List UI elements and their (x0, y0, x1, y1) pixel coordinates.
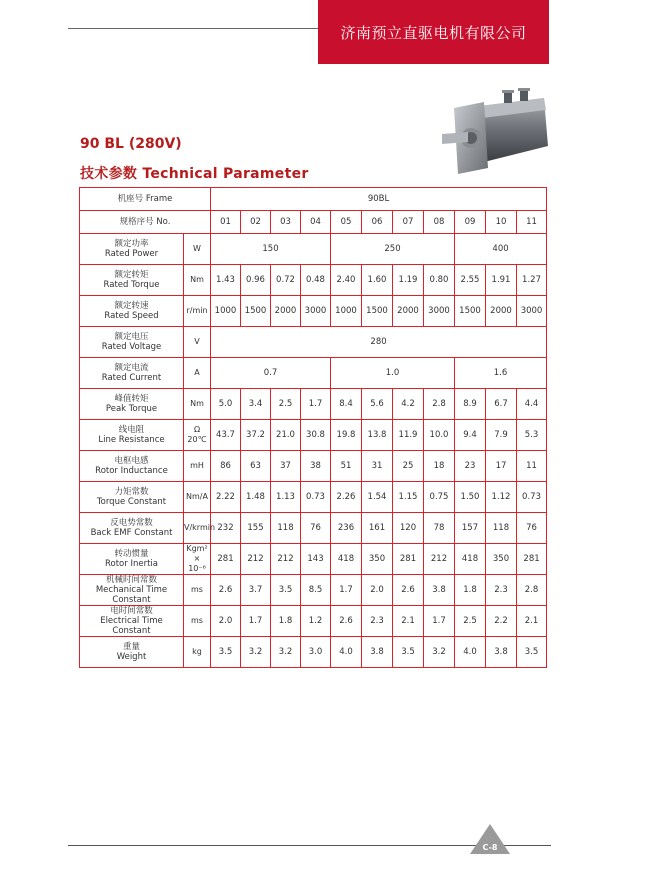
param-value: 38 (301, 451, 331, 482)
param-value: 1.13 (271, 482, 301, 513)
spec-no-cell: 02 (241, 211, 271, 234)
param-value: 11 (517, 451, 547, 482)
param-value: 1500 (362, 296, 393, 327)
param-value: 1000 (211, 296, 241, 327)
param-value: 118 (271, 513, 301, 544)
param-label (80, 358, 184, 389)
param-group-value: 0.7 (211, 358, 331, 389)
param-value: 3.5 (517, 637, 547, 668)
param-value: 0.73 (517, 482, 547, 513)
param-value: 2.40 (331, 265, 362, 296)
param-value: 19.8 (331, 420, 362, 451)
technical-parameter-table (79, 187, 547, 668)
spec-no-cell: 01 (211, 211, 241, 234)
param-value: 232 (211, 513, 241, 544)
company-name: 济南预立直驱电机有限公司 (340, 23, 527, 42)
param-value: 18 (424, 451, 455, 482)
param-value: 51 (331, 451, 362, 482)
param-label-en: Rotor Inertia (105, 559, 158, 569)
param-value: 63 (241, 451, 271, 482)
param-value: 1500 (455, 296, 486, 327)
param-value: 3.5 (211, 637, 241, 668)
param-value: 8.9 (455, 389, 486, 420)
param-unit: V/krmin (184, 513, 211, 544)
param-value: 76 (301, 513, 331, 544)
param-value: 3000 (517, 296, 547, 327)
param-label-cn: 额定电流 (114, 363, 149, 373)
param-unit: r/min (184, 296, 211, 327)
param-group-value: 400 (455, 234, 547, 265)
param-row (80, 327, 547, 358)
param-value: 1.2 (301, 606, 331, 637)
param-label-cn: 额定功率 (114, 239, 149, 249)
param-value: 212 (241, 544, 271, 575)
param-value: 2000 (271, 296, 301, 327)
spec-no-cell: 10 (486, 211, 517, 234)
param-value: 1500 (241, 296, 271, 327)
param-value: 2.55 (455, 265, 486, 296)
param-label-en: Rated Torque (103, 280, 160, 290)
param-value: 7.9 (486, 420, 517, 451)
param-label-en: Electrical Time Constant (100, 616, 163, 636)
param-label-en: Weight (116, 652, 147, 662)
param-value: 1.8 (271, 606, 301, 637)
param-value: 3.0 (301, 637, 331, 668)
param-value: 3.2 (241, 637, 271, 668)
param-value: 1.15 (393, 482, 424, 513)
param-row (80, 358, 547, 389)
param-value: 3.8 (424, 575, 455, 606)
param-row (80, 265, 547, 296)
param-value: 4.4 (517, 389, 547, 420)
param-value: 2.26 (331, 482, 362, 513)
param-group-value: 150 (211, 234, 331, 265)
spec-no-cell: 09 (455, 211, 486, 234)
param-value: 4.0 (331, 637, 362, 668)
frame-row (80, 188, 547, 211)
param-unit: kg (184, 637, 211, 668)
param-label-cn: 电时间常数 (110, 606, 153, 616)
param-value: 5.6 (362, 389, 393, 420)
param-value: 3.4 (241, 389, 271, 420)
company-banner (318, 0, 549, 64)
param-value: 155 (241, 513, 271, 544)
param-value: 1.19 (393, 265, 424, 296)
param-value: 2.3 (362, 606, 393, 637)
spec-no-cell: 04 (301, 211, 331, 234)
param-value: 2.8 (517, 575, 547, 606)
param-value: 157 (455, 513, 486, 544)
param-value: 2.6 (211, 575, 241, 606)
param-label (80, 637, 184, 668)
param-value: 2.8 (424, 389, 455, 420)
param-label (80, 544, 184, 575)
param-unit: Nm/A (184, 482, 211, 513)
param-value: 86 (211, 451, 241, 482)
spec-no-cell: 08 (424, 211, 455, 234)
param-value: 418 (331, 544, 362, 575)
param-label-cn: 转动惯量 (114, 549, 149, 559)
param-value: 1.8 (455, 575, 486, 606)
param-value: 9.4 (455, 420, 486, 451)
param-label (80, 482, 184, 513)
param-label (80, 513, 184, 544)
param-value: 2.0 (211, 606, 241, 637)
param-value: 212 (424, 544, 455, 575)
param-value: 8.4 (331, 389, 362, 420)
param-value: 3.5 (393, 637, 424, 668)
param-value: 281 (211, 544, 241, 575)
param-value: 3.8 (362, 637, 393, 668)
param-label-en: Rated Current (101, 373, 162, 383)
param-row (80, 606, 547, 637)
page-number: C-8 (482, 843, 498, 852)
param-value: 17 (486, 451, 517, 482)
param-label (80, 234, 184, 265)
param-value: 3.2 (271, 637, 301, 668)
param-value: 2.0 (362, 575, 393, 606)
param-row (80, 575, 547, 606)
param-value: 78 (424, 513, 455, 544)
param-row (80, 451, 547, 482)
param-value: 4.2 (393, 389, 424, 420)
param-value: 2.3 (486, 575, 517, 606)
param-value: 0.80 (424, 265, 455, 296)
param-unit: V (184, 327, 211, 358)
param-label-cn: 力矩常数 (114, 487, 149, 497)
param-value: 3000 (424, 296, 455, 327)
frame-value: 90BL (211, 188, 547, 211)
param-value: 2.1 (393, 606, 424, 637)
param-value: 418 (455, 544, 486, 575)
param-label-cn: 机械时间常数 (105, 575, 157, 585)
param-value: 1.54 (362, 482, 393, 513)
param-value: 8.5 (301, 575, 331, 606)
param-value: 1000 (331, 296, 362, 327)
param-value: 2000 (486, 296, 517, 327)
param-label-en: Rotor Inductance (95, 466, 168, 476)
param-value: 13.8 (362, 420, 393, 451)
param-value: 120 (393, 513, 424, 544)
param-value: 1.91 (486, 265, 517, 296)
param-row (80, 637, 547, 668)
param-value: 5.3 (517, 420, 547, 451)
param-value: 76 (517, 513, 547, 544)
param-label-cn: 额定转速 (114, 301, 149, 311)
param-value: 23 (455, 451, 486, 482)
param-label (80, 327, 184, 358)
param-value: 1.7 (331, 575, 362, 606)
param-value: 25 (393, 451, 424, 482)
param-value: 0.73 (301, 482, 331, 513)
param-value: 350 (362, 544, 393, 575)
param-row (80, 482, 547, 513)
param-label (80, 296, 184, 327)
param-value: 30.8 (301, 420, 331, 451)
param-value: 0.72 (271, 265, 301, 296)
param-value: 11.9 (393, 420, 424, 451)
param-group-value: 1.6 (455, 358, 547, 389)
param-value: 1.27 (517, 265, 547, 296)
param-value: 2.1 (517, 606, 547, 637)
param-label (80, 575, 184, 606)
param-value: 212 (271, 544, 301, 575)
param-unit: ms (184, 606, 211, 637)
param-value: 2.6 (393, 575, 424, 606)
param-value: 3.8 (486, 637, 517, 668)
model-title: 90 BL (280V) (80, 136, 182, 152)
spec-no-label: 规格序号 No. (80, 211, 211, 234)
param-unit: W (184, 234, 211, 265)
param-value: 143 (301, 544, 331, 575)
param-label-cn: 峰值转矩 (114, 394, 149, 404)
param-value: 2.5 (271, 389, 301, 420)
param-value: 0.48 (301, 265, 331, 296)
param-value: 3.5 (271, 575, 301, 606)
param-all-value: 280 (211, 327, 547, 358)
param-value: 10.0 (424, 420, 455, 451)
param-label-en: Line Resistance (98, 435, 165, 445)
param-value: 6.7 (486, 389, 517, 420)
spec-no-cell: 07 (393, 211, 424, 234)
param-value: 21.0 (271, 420, 301, 451)
param-value: 0.75 (424, 482, 455, 513)
param-row (80, 296, 547, 327)
param-row (80, 513, 547, 544)
param-label-cn: 额定电压 (114, 332, 149, 342)
param-value: 3000 (301, 296, 331, 327)
param-unit: Ω 20℃ (184, 420, 211, 451)
param-unit: mH (184, 451, 211, 482)
param-label (80, 265, 184, 296)
param-value: 281 (393, 544, 424, 575)
param-label-cn: 反电势常数 (110, 518, 153, 528)
frame-label: 机座号 Frame (80, 188, 211, 211)
param-label-cn: 线电阻 (118, 425, 145, 435)
param-value: 2000 (393, 296, 424, 327)
param-unit: A (184, 358, 211, 389)
param-value: 350 (486, 544, 517, 575)
param-unit: Nm (184, 389, 211, 420)
param-label-en: Mechanical Time Constant (95, 585, 168, 605)
param-unit: Nm (184, 265, 211, 296)
param-value: 2.6 (331, 606, 362, 637)
param-value: 1.7 (301, 389, 331, 420)
param-value: 118 (486, 513, 517, 544)
spec-no-cell: 11 (517, 211, 547, 234)
param-label-cn: 重量 (122, 642, 140, 652)
param-value: 236 (331, 513, 362, 544)
param-label-cn: 额定转矩 (114, 270, 149, 280)
param-value: 0.96 (241, 265, 271, 296)
param-value: 37 (271, 451, 301, 482)
param-value: 3.2 (424, 637, 455, 668)
param-row (80, 234, 547, 265)
param-label-en: Rated Speed (104, 311, 159, 321)
spec-no-cell: 03 (271, 211, 301, 234)
param-value: 5.0 (211, 389, 241, 420)
param-group-value: 250 (331, 234, 455, 265)
param-unit: ms (184, 575, 211, 606)
param-label (80, 606, 184, 637)
param-group-value: 1.0 (331, 358, 455, 389)
param-value: 3.7 (241, 575, 271, 606)
param-value: 1.60 (362, 265, 393, 296)
spec-no-row (80, 211, 547, 234)
spec-no-cell: 05 (331, 211, 362, 234)
param-value: 1.7 (241, 606, 271, 637)
header-rule (68, 28, 318, 29)
param-value: 161 (362, 513, 393, 544)
param-value: 43.7 (211, 420, 241, 451)
param-value: 4.0 (455, 637, 486, 668)
section-title: 技术参数 Technical Parameter (80, 166, 309, 182)
param-label-en: Rated Voltage (101, 342, 162, 352)
param-value: 37.2 (241, 420, 271, 451)
param-value: 1.48 (241, 482, 271, 513)
param-label-en: Back EMF Constant (90, 528, 173, 538)
param-label-en: Rated Power (104, 249, 159, 259)
spec-no-cell: 06 (362, 211, 393, 234)
param-value: 2.22 (211, 482, 241, 513)
param-value: 1.12 (486, 482, 517, 513)
param-label (80, 420, 184, 451)
param-label-en: Torque Constant (96, 497, 167, 507)
param-row (80, 389, 547, 420)
param-value: 2.5 (455, 606, 486, 637)
param-unit: Kgm² × 10⁻⁶ (184, 544, 211, 575)
param-label (80, 389, 184, 420)
param-value: 1.7 (424, 606, 455, 637)
param-value: 1.43 (211, 265, 241, 296)
motor-image (440, 88, 552, 180)
param-value: 31 (362, 451, 393, 482)
param-label-cn: 电枢电感 (114, 456, 149, 466)
param-value: 281 (517, 544, 547, 575)
param-label-en: Peak Torque (105, 404, 158, 414)
param-row (80, 544, 547, 575)
param-label (80, 451, 184, 482)
param-row (80, 420, 547, 451)
param-value: 1.50 (455, 482, 486, 513)
param-value: 2.2 (486, 606, 517, 637)
